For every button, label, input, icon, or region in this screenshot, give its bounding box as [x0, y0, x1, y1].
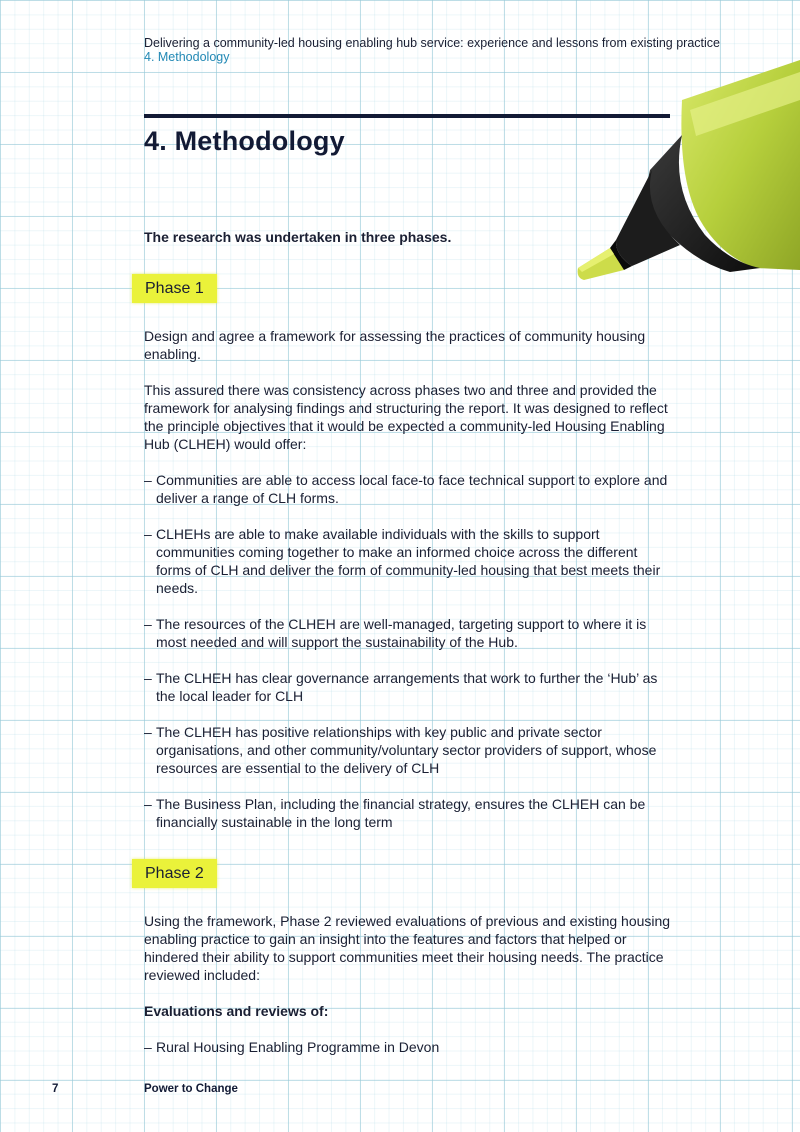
bullet-dash-icon: –: [144, 472, 152, 488]
bullet-dash-icon: –: [144, 796, 152, 812]
phase-1-paragraph-1: Design and agree a framework for assessing the practices of community housing enabling.: [144, 328, 646, 362]
bullet-dash-icon: –: [144, 526, 152, 542]
header-section-name: 4. Methodology: [144, 50, 230, 64]
intro-statement: The research was undertaken in three phases.: [144, 229, 452, 245]
bullet-dash-icon: –: [144, 1039, 152, 1055]
list-item: [144, 669, 674, 705]
phase-2-subheading: Evaluations and reviews of:: [144, 1003, 329, 1019]
phase-1-heading: Phase 1: [132, 274, 217, 303]
list-item-text: The resources of the CLHEH are well-managed, targeting support to where it is most needed and will support the sustainability of the Hub.: [156, 616, 647, 650]
list-item-text: The Business Plan, including the financial strategy, ensures the CLHEH can be financially sustainable in the long term: [156, 796, 646, 830]
phase-1-objectives-list: [144, 471, 674, 831]
list-item-text: Rural Housing Enabling Programme in Devon: [156, 1039, 440, 1055]
bullet-dash-icon: –: [144, 724, 152, 740]
phase-2-evaluations-list: [144, 1038, 674, 1056]
bullet-dash-icon: –: [144, 670, 152, 686]
list-item: [144, 795, 674, 831]
list-item-text: CLHEHs are able to make available individuals with the skills to support communities coming together to make an informed choice across the different forms of CLH and deliver the form of community-led housing that best meets their needs.: [156, 526, 661, 596]
page-title: 4. Methodology: [144, 126, 345, 156]
list-item-text: The CLHEH has clear governance arrangements that work to further the ‘Hub’ as the local leader for CLH: [156, 670, 658, 704]
list-item: [144, 723, 674, 777]
phase-2-heading: Phase 2: [132, 859, 217, 888]
list-item-text: Communities are able to access local face-to face technical support to explore and deliver a range of CLH forms.: [156, 472, 668, 506]
list-item: [144, 1038, 674, 1056]
list-item-text: The CLHEH has positive relationships with key public and private sector organisations, and other community/voluntary sector providers of support, whose resources are essential to the delivery of CLH: [156, 724, 657, 776]
publisher-name: Power to Change: [144, 1083, 238, 1095]
header-document-title: Delivering a community-led housing enabling hub service: experience and lessons from existing practice: [144, 36, 720, 50]
list-item: [144, 615, 674, 651]
page-number: 7: [52, 1083, 59, 1095]
bullet-dash-icon: –: [144, 616, 152, 632]
phase-2-paragraph-1: Using the framework, Phase 2 reviewed evaluations of previous and existing housing enabling practice to gain an insight into the features and factors that helped or hindered their ability to support communities meet their housing needs. The practice reviewed included:: [144, 913, 671, 983]
list-item: [144, 525, 674, 597]
main-content: [144, 228, 674, 1056]
phase-1-paragraph-2: This assured there was consistency across phases two and three and provided the framework for analysing findings and structuring the report. It was designed to reflect the principle objectives that it would be expected a community-led Housing Enabling Hub (CLHEH) would offer:: [144, 382, 668, 452]
list-item: [144, 471, 674, 507]
